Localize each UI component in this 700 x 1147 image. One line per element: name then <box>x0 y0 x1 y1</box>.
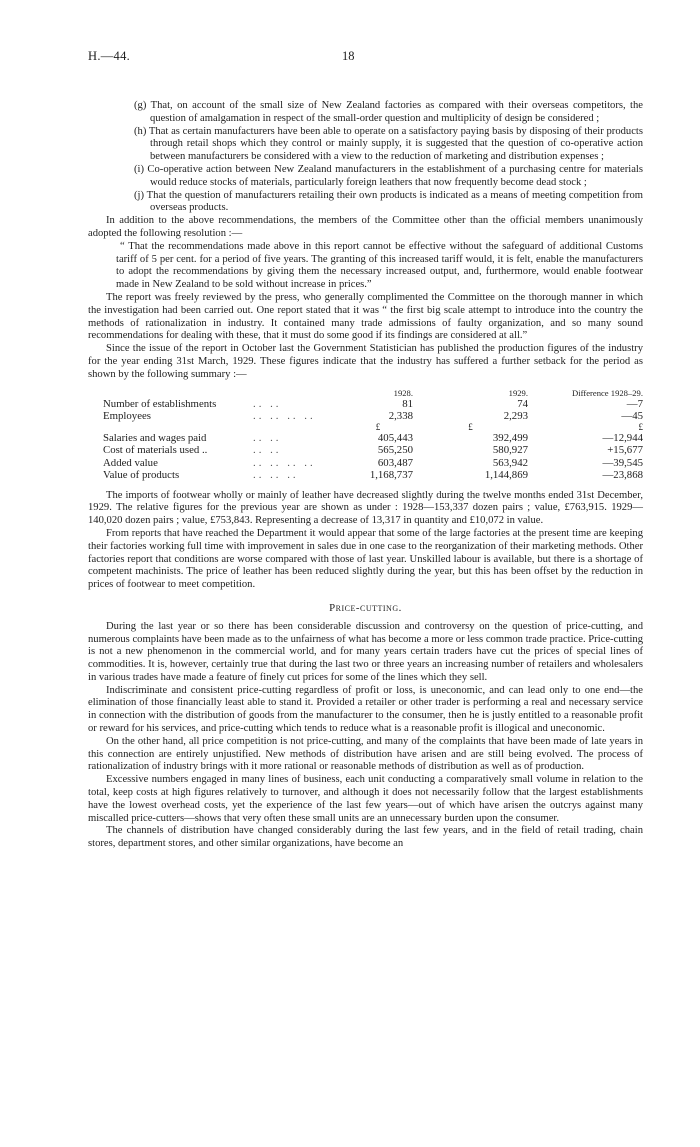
currency-row: £ £ £ <box>375 421 643 432</box>
column-header-1928: 1928. <box>393 387 413 398</box>
column-header-difference: Difference 1928–29. <box>572 387 643 398</box>
table-header-row <box>103 388 643 398</box>
recommendation-g <box>134 100 643 126</box>
section-heading-price-cutting: Price-cutting. <box>329 601 402 614</box>
recommendation-i <box>134 164 643 190</box>
paragraph-addition: In addition to the above recommendations, the members of the Committee other than the official members unanimously adopted the following resolution :— <box>88 215 643 239</box>
item-label: (i) <box>134 163 144 175</box>
page-header <box>88 50 643 66</box>
table-row: Employees .. .. .. .. 2,338 2,293 —45 <box>103 410 643 423</box>
recommendation-j <box>134 190 643 216</box>
table-row: Value of products .. .. .. 1,168,737 1,144,869 —23,868 <box>103 469 643 482</box>
paragraph-price-cutting-2: Indiscriminate and consistent price-cutting regardless of profit or loss, is uneconomic, and can lead only to one end—the elimination of those financially least able to stand it. Provided a retailer or other trader is performing a real and necessary service in connection with the distribution of goods from the manufacturer to the consumer, then he is justly entitled to a reasonable profit or reward for his services, and price-cutting which tends to reduce what is a reasonable profit is illogical and uneconomic. <box>88 684 643 735</box>
paragraph-factories: From reports that have reached the Department it would appear that some of the large factories at the present time are keeping their factories working full time with improvement in sales due in one case to the reorganization of their marketing methods. Other factories report that conditions are worse compared with those of last year. Unskilled labour is available, but there is a shortage of competent machinists. The price of leather has been reduced slightly during the year, but this has been offset by the reduction in prices of footwear to meet competition. <box>88 527 643 591</box>
document-reference: H.—44. <box>88 49 131 63</box>
item-label: (h) <box>134 125 147 137</box>
table-row: Added value .. .. .. .. 603,487 563,942 —39,545 <box>103 456 643 469</box>
table-row: Number of establishments .. .. 81 74 —7 <box>103 397 643 410</box>
item-text: That the question of manufacturers retailing their own products is indicated as a means of meeting competition from overseas products. <box>146 189 643 214</box>
recommendation-h <box>134 126 643 164</box>
item-label: (j) <box>134 189 144 201</box>
paragraph-press-report: The report was freely reviewed by the press, who generally complimented the Committee on the thorough manner in which the investigation had been carried out. One report stated that it was “ the first big scale attempt to introduce into the country the methods of rationalization in industry. It contained many trade admissions of faulty organization, and so many sound recommendations for dealing with these, that it must do some good if its findings are considered at all.” <box>88 291 643 342</box>
paragraph-statistician: Since the issue of the report in October last the Government Statistician has published the production figures of the industry for the year ending 31st March, 1929. These figures indicate that the industry has suffered a further setback for the period as shown by the following summary :— <box>88 343 643 380</box>
production-summary-table <box>103 388 643 482</box>
resolution-quote: “ That the recommendations made above in this report cannot be effective without the safeguard of additional Customs tariff of 5 per cent. for a period of five years. The granting of this increased tariff would, it is felt, enable the manufacturers to adopt the recommendations by giving them the necessary increased output, and, furthermore, would enable footwear made in New Zealand to be sold without increase in prices.” <box>116 240 643 291</box>
item-label: (g) <box>134 100 147 111</box>
paragraph-imports: The imports of footwear wholly or mainly of leather have decreased slightly during the twelve months ended 31st December, 1929. The relative figures for the previous year are shown as under : 1928—153,337 dozen pairs ; value, £763,915. 1929—140,020 dozen pairs ; value, £753,843. Representing a decrease of 13,317 in quantity and £10,072 in value. <box>88 489 643 527</box>
page-number: 18 <box>342 49 355 63</box>
paragraph-price-cutting-4: Excessive numbers engaged in many lines of business, each unit conducting a comparatively small volume in relation to the total, keep costs at high figures relatively to turnover, and although it does not necessarily follow that the largest establishments have the lowest overhead costs, yet the experience of the last few years—out of which have arisen the outcrys against many miscalled price-cutters—shows that very often these small units are an unnecessary burden upon the consumer. <box>88 774 643 824</box>
item-text: That, on account of the small size of New Zealand factories as compared with their overseas competitors, the question of amalgamation in respect of the small-order question and multiplicity of design be considered ; <box>150 100 643 124</box>
paragraph-price-cutting-3: On the other hand, all price competition is not price-cutting, and many of the complaints that have been made of late years in this connection are entirely unjustified. New methods of distribution have arisen and are still being evolved. The process of rationalization of industry brings with it more rational or reasonable methods of distribution as well as of production. <box>88 735 643 773</box>
column-header-1929: 1929. <box>508 387 528 398</box>
item-text: Co-operative action between New Zealand manufacturers in the establishment of a purchasing centre for materials would reduce stocks of materials, particularly foreign leathers that now frequently become dead stock ; <box>147 163 643 188</box>
page-body <box>88 100 643 851</box>
paragraph-price-cutting-5: The channels of distribution have changed considerably during the last few years, and in the field of retail trading, chain stores, department stores, and other similar organizations, have become an <box>88 825 643 850</box>
table-row: Cost of materials used .. .. .. 565,250 580,927 +15,677 <box>103 444 643 457</box>
item-text: That as certain manufacturers have been able to operate on a satisfactory paying basis by disposing of their products through retail shops which they control or mainly supply, it is suggested that the question of co-operative action between manufacturers be considered with a view to the reduction of marketing and distribution expenses ; <box>148 125 643 163</box>
paragraph-price-cutting-1: During the last year or so there has been considerable discussion and controversy on the question of price-cutting, and numerous complaints have been made as to the unfairness of what has become a more or less common trade practice. Price-cutting is not a new phenomenon in the commercial world, and for many years certain traders have cut the prices of special lines of commodities. It is, however, certainly true that during the last two or three years an increasing number of retailers and wholesalers in various trades have made a feature of finely cut prices for some of the lines which they sell. <box>88 620 643 683</box>
table-row: Salaries and wages paid .. .. 405,443 392,499 —12,944 <box>103 431 643 444</box>
